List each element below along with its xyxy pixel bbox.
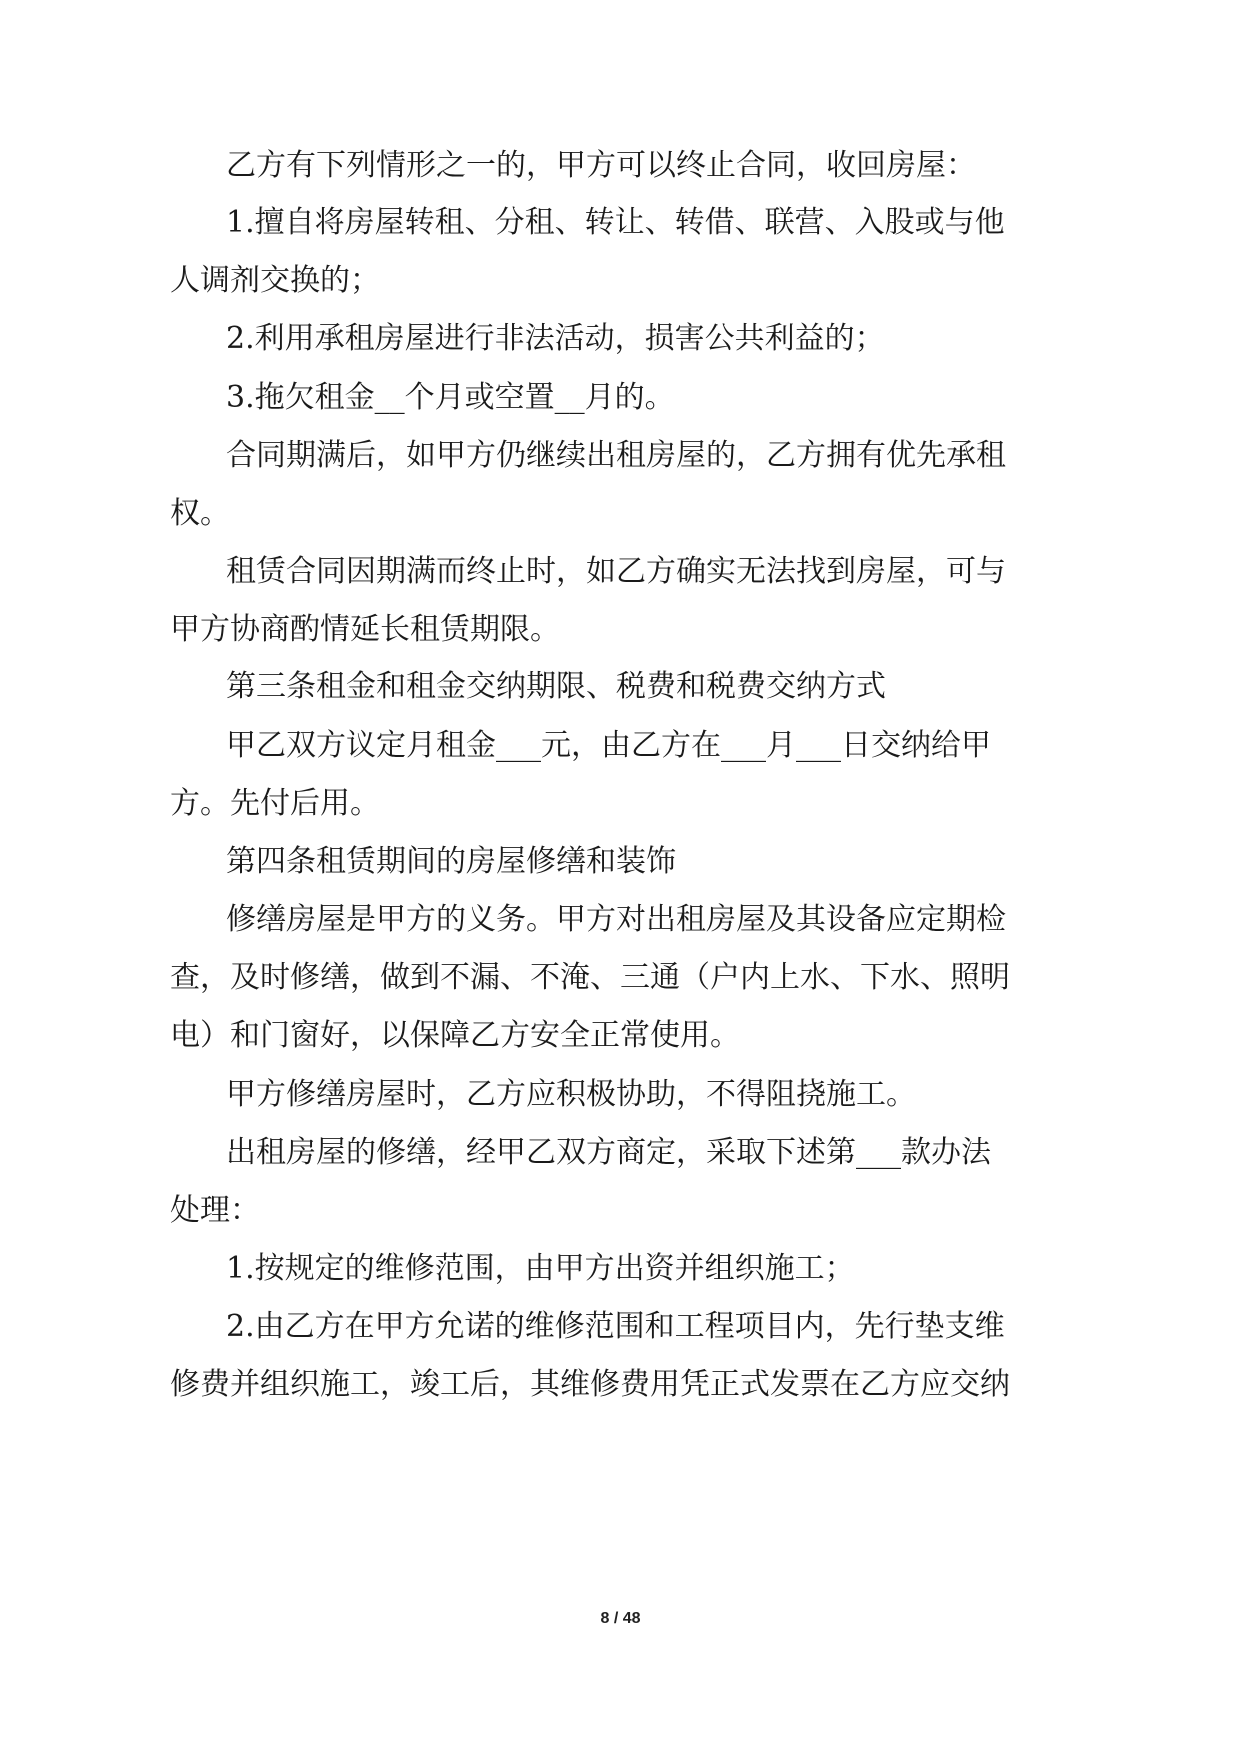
text-line: 查，及时修缮，做到不漏、不淹、三通（户内上水、下水、照明 bbox=[170, 960, 1010, 995]
text-line: 甲乙双方议定月租金___元，由乙方在___月___日交纳给甲 bbox=[226, 728, 991, 763]
text-line: 出租房屋的修缮，经甲乙双方商定，采取下述第___款办法 bbox=[226, 1135, 991, 1170]
text-line: 乙方有下列情形之一的，甲方可以终止合同，收回房屋： bbox=[226, 148, 976, 183]
text-line: 人调剂交换的； bbox=[170, 263, 380, 298]
text-line: 租赁合同因期满而终止时，如乙方确实无法找到房屋，可与 bbox=[226, 554, 1006, 589]
text-line: 1.按规定的维修范围，由甲方出资并组织施工； bbox=[226, 1251, 855, 1286]
text-line: 1.擅自将房屋转租、分租、转让、转借、联营、入股或与他 bbox=[226, 205, 1005, 240]
text-line: 3.拖欠租金__个月或空置__月的。 bbox=[226, 380, 675, 415]
text-line: 2.由乙方在甲方允诺的维修范围和工程项目内，先行垫支维 bbox=[226, 1309, 1005, 1344]
page-number: 8 / 48 bbox=[600, 1610, 641, 1627]
text-line: 2.利用承租房屋进行非法活动，损害公共利益的； bbox=[226, 321, 885, 356]
text-line: 修缮房屋是甲方的义务。甲方对出租房屋及其设备应定期检 bbox=[226, 902, 1006, 937]
text-line: 电）和门窗好，以保障乙方安全正常使用。 bbox=[170, 1018, 740, 1053]
section-heading: 第四条租赁期间的房屋修缮和装饰 bbox=[226, 844, 676, 879]
text-line: 权。 bbox=[170, 496, 230, 531]
section-heading: 第三条租金和租金交纳期限、税费和税费交纳方式 bbox=[226, 669, 886, 704]
text-line: 甲方协商酌情延长租赁期限。 bbox=[170, 612, 560, 647]
text-line: 合同期满后，如甲方仍继续出租房屋的，乙方拥有优先承租 bbox=[226, 438, 1006, 473]
text-line: 方。先付后用。 bbox=[170, 786, 380, 821]
text-line: 修费并组织施工，竣工后，其维修费用凭正式发票在乙方应交纳 bbox=[170, 1367, 1010, 1402]
text-line: 甲方修缮房屋时，乙方应积极协助，不得阻挠施工。 bbox=[226, 1077, 916, 1112]
text-line: 处理： bbox=[170, 1193, 260, 1228]
